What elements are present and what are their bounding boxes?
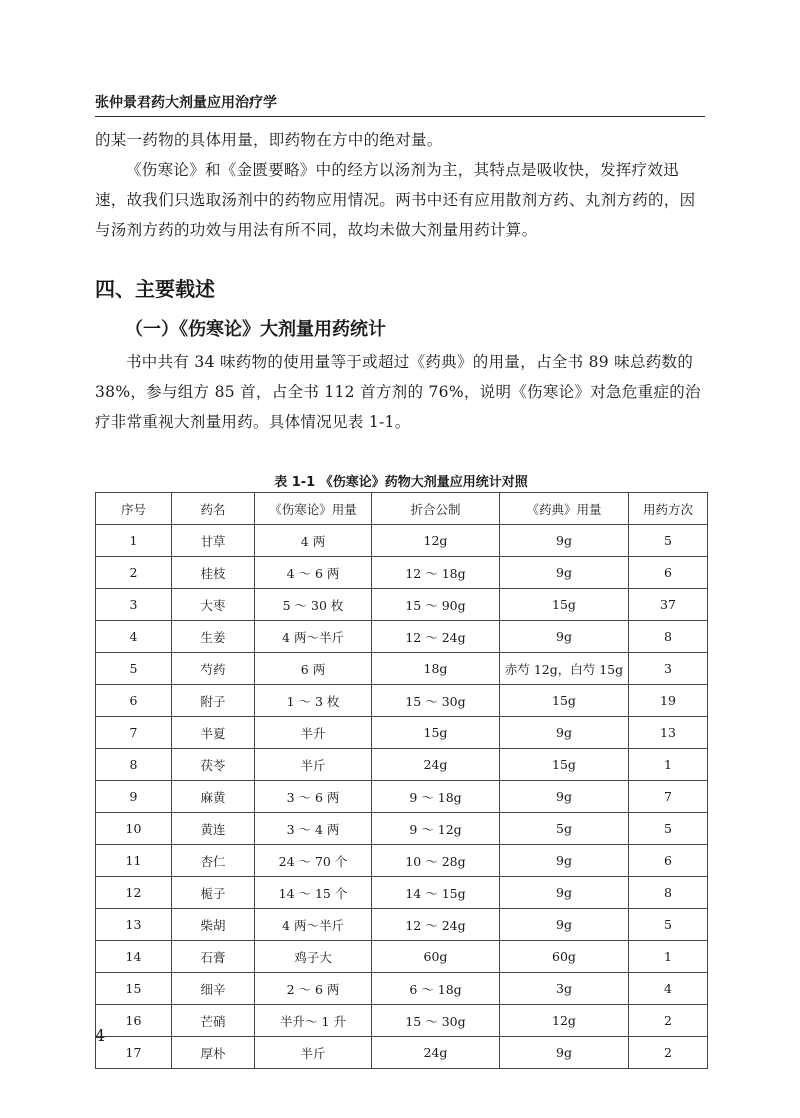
cell-metric-dose: 9 ～ 12g — [372, 813, 500, 845]
cell-drug-name: 大枣 — [172, 589, 255, 621]
cell-index: 10 — [96, 813, 172, 845]
paragraph-2: 《伤寒论》和《金匮要略》中的经方以汤剂为主，其特点是吸收快，发挥疗效迅速，故我们只选取汤剂中的药物应用情况。两书中还有应用散剂方药、丸剂方药的，因与汤剂方药的功效与用法有所不同，故均未做大剂量用药计算。 — [95, 161, 696, 239]
header-prescription-count: 用药方次 — [629, 493, 708, 525]
cell-drug-name: 芒硝 — [172, 1005, 255, 1037]
cell-metric-dose: 10 ～ 28g — [372, 845, 500, 877]
table-row — [96, 717, 708, 749]
cell-index: 14 — [96, 941, 172, 973]
drug-dosage-table — [95, 492, 708, 1069]
header-shanghan-dose: 《伤寒论》用量 — [255, 493, 372, 525]
cell-shanghan-dose: 24 ～ 70 个 — [255, 845, 372, 877]
cell-metric-dose: 12 ～ 24g — [372, 909, 500, 941]
cell-pharmacopoeia-dose: 9g — [500, 781, 629, 813]
cell-pharmacopoeia-dose: 9g — [500, 621, 629, 653]
cell-index: 8 — [96, 749, 172, 781]
cell-drug-name: 石膏 — [172, 941, 255, 973]
cell-metric-dose: 60g — [372, 941, 500, 973]
table-row — [96, 685, 708, 717]
cell-pharmacopoeia-dose: 9g — [500, 1037, 629, 1069]
cell-metric-dose: 18g — [372, 653, 500, 685]
table-row — [96, 621, 708, 653]
cell-pharmacopoeia-dose: 9g — [500, 845, 629, 877]
cell-pharmacopoeia-dose: 9g — [500, 909, 629, 941]
table-row — [96, 877, 708, 909]
cell-shanghan-dose: 2 ～ 6 两 — [255, 973, 372, 1005]
cell-drug-name: 甘草 — [172, 525, 255, 557]
cell-index: 17 — [96, 1037, 172, 1069]
cell-drug-name: 柴胡 — [172, 909, 255, 941]
table-row — [96, 941, 708, 973]
cell-index: 6 — [96, 685, 172, 717]
header-index: 序号 — [96, 493, 172, 525]
cell-index: 13 — [96, 909, 172, 941]
cell-index: 4 — [96, 621, 172, 653]
table-row — [96, 973, 708, 1005]
table-row — [96, 1005, 708, 1037]
header-drug-name: 药名 — [172, 493, 255, 525]
cell-prescription-count: 1 — [629, 941, 708, 973]
paragraph-3: 书中共有 34 味药物的使用量等于或超过《药典》的用量，占全书 89 味总药数的 38%，参与组方 85 首，占全书 112 首方剂的 76%，说明《伤寒论》对急危重症的治疗非常重视大剂量用药。具体情况见表 1-1。 — [95, 353, 701, 431]
cell-index: 1 — [96, 525, 172, 557]
cell-pharmacopoeia-dose: 60g — [500, 941, 629, 973]
cell-index: 9 — [96, 781, 172, 813]
table-row — [96, 813, 708, 845]
cell-shanghan-dose: 6 两 — [255, 653, 372, 685]
cell-drug-name: 黄连 — [172, 813, 255, 845]
cell-shanghan-dose: 半斤 — [255, 1037, 372, 1069]
table-row — [96, 781, 708, 813]
cell-metric-dose: 15 ～ 30g — [372, 1005, 500, 1037]
paragraph-1: 的某一药物的具体用量，即药物在方中的绝对量。 — [95, 131, 443, 149]
cell-metric-dose: 14 ～ 15g — [372, 877, 500, 909]
cell-pharmacopoeia-dose: 赤芍 12g，白芍 15g — [500, 653, 629, 685]
cell-metric-dose: 12g — [372, 525, 500, 557]
cell-shanghan-dose: 5 ～ 30 枚 — [255, 589, 372, 621]
table-header-row — [96, 493, 708, 525]
cell-index: 11 — [96, 845, 172, 877]
cell-drug-name: 桂枝 — [172, 557, 255, 589]
cell-prescription-count: 7 — [629, 781, 708, 813]
cell-pharmacopoeia-dose: 15g — [500, 749, 629, 781]
cell-drug-name: 茯苓 — [172, 749, 255, 781]
cell-prescription-count: 1 — [629, 749, 708, 781]
cell-pharmacopoeia-dose: 9g — [500, 557, 629, 589]
cell-pharmacopoeia-dose: 15g — [500, 589, 629, 621]
cell-shanghan-dose: 3 ～ 4 两 — [255, 813, 372, 845]
cell-pharmacopoeia-dose: 3g — [500, 973, 629, 1005]
cell-index: 2 — [96, 557, 172, 589]
table-row — [96, 653, 708, 685]
table-row — [96, 1037, 708, 1069]
cell-prescription-count: 2 — [629, 1005, 708, 1037]
table-body — [96, 525, 708, 1069]
cell-shanghan-dose: 半升～ 1 升 — [255, 1005, 372, 1037]
cell-metric-dose: 12 ～ 24g — [372, 621, 500, 653]
header-rule — [95, 116, 705, 117]
cell-drug-name: 半夏 — [172, 717, 255, 749]
cell-prescription-count: 19 — [629, 685, 708, 717]
cell-index: 5 — [96, 653, 172, 685]
table-row — [96, 909, 708, 941]
cell-metric-dose: 24g — [372, 749, 500, 781]
cell-drug-name: 厚朴 — [172, 1037, 255, 1069]
cell-metric-dose: 12 ～ 18g — [372, 557, 500, 589]
cell-prescription-count: 2 — [629, 1037, 708, 1069]
cell-pharmacopoeia-dose: 9g — [500, 717, 629, 749]
cell-drug-name: 栀子 — [172, 877, 255, 909]
cell-shanghan-dose: 4 两～半斤 — [255, 621, 372, 653]
cell-shanghan-dose: 1 ～ 3 枚 — [255, 685, 372, 717]
cell-pharmacopoeia-dose: 12g — [500, 1005, 629, 1037]
cell-drug-name: 芍药 — [172, 653, 255, 685]
cell-index: 12 — [96, 877, 172, 909]
table-caption: 表 1-1 《伤寒论》药物大剂量应用统计对照 — [274, 475, 528, 490]
section-heading: 四、主要载述 — [95, 277, 215, 301]
subsection-heading: （一）《伤寒论》大剂量用药统计 — [125, 319, 386, 340]
cell-pharmacopoeia-dose: 5g — [500, 813, 629, 845]
cell-prescription-count: 3 — [629, 653, 708, 685]
cell-metric-dose: 15 ～ 30g — [372, 685, 500, 717]
cell-drug-name: 杏仁 — [172, 845, 255, 877]
table-row — [96, 749, 708, 781]
cell-shanghan-dose: 4 两 — [255, 525, 372, 557]
running-header: 张仲景君药大剂量应用治疗学 — [95, 95, 277, 111]
table-row — [96, 589, 708, 621]
cell-prescription-count: 6 — [629, 557, 708, 589]
cell-prescription-count: 5 — [629, 813, 708, 845]
cell-metric-dose: 15 ～ 90g — [372, 589, 500, 621]
cell-shanghan-dose: 鸡子大 — [255, 941, 372, 973]
cell-shanghan-dose: 半升 — [255, 717, 372, 749]
cell-metric-dose: 15g — [372, 717, 500, 749]
cell-shanghan-dose: 半斤 — [255, 749, 372, 781]
cell-prescription-count: 6 — [629, 845, 708, 877]
cell-pharmacopoeia-dose: 15g — [500, 685, 629, 717]
cell-index: 3 — [96, 589, 172, 621]
page-number: 4 — [95, 1026, 106, 1045]
cell-index: 16 — [96, 1005, 172, 1037]
cell-shanghan-dose: 4 ～ 6 两 — [255, 557, 372, 589]
cell-prescription-count: 13 — [629, 717, 708, 749]
cell-index: 7 — [96, 717, 172, 749]
cell-metric-dose: 24g — [372, 1037, 500, 1069]
cell-metric-dose: 6 ～ 18g — [372, 973, 500, 1005]
cell-shanghan-dose: 14 ～ 15 个 — [255, 877, 372, 909]
cell-pharmacopoeia-dose: 9g — [500, 877, 629, 909]
cell-prescription-count: 4 — [629, 973, 708, 1005]
cell-drug-name: 生姜 — [172, 621, 255, 653]
cell-drug-name: 细辛 — [172, 973, 255, 1005]
cell-shanghan-dose: 4 两～半斤 — [255, 909, 372, 941]
header-pharmacopoeia-dose: 《药典》用量 — [500, 493, 629, 525]
cell-drug-name: 附子 — [172, 685, 255, 717]
cell-pharmacopoeia-dose: 9g — [500, 525, 629, 557]
cell-prescription-count: 8 — [629, 877, 708, 909]
cell-index: 15 — [96, 973, 172, 1005]
cell-shanghan-dose: 3 ～ 6 两 — [255, 781, 372, 813]
header-metric-dose: 折合公制 — [372, 493, 500, 525]
cell-prescription-count: 37 — [629, 589, 708, 621]
table-row — [96, 557, 708, 589]
table-row — [96, 845, 708, 877]
cell-prescription-count: 5 — [629, 909, 708, 941]
table-row — [96, 525, 708, 557]
cell-prescription-count: 5 — [629, 525, 708, 557]
cell-prescription-count: 8 — [629, 621, 708, 653]
cell-metric-dose: 9 ～ 18g — [372, 781, 500, 813]
cell-drug-name: 麻黄 — [172, 781, 255, 813]
